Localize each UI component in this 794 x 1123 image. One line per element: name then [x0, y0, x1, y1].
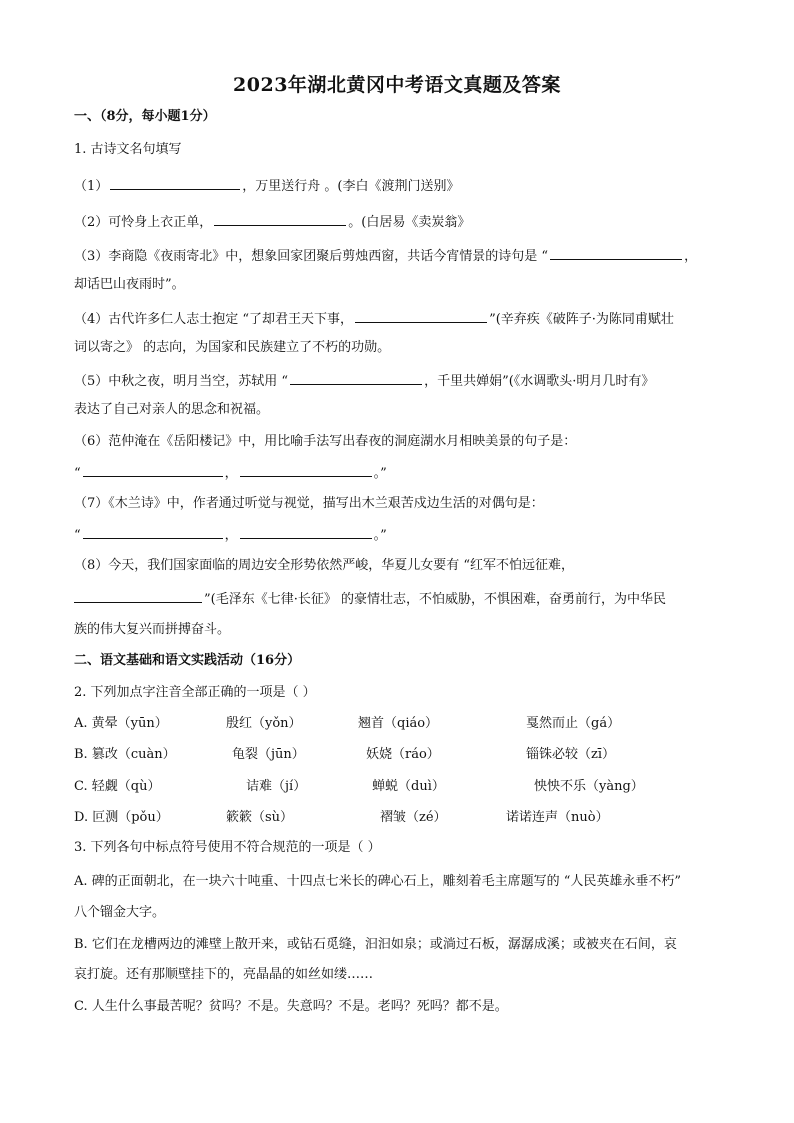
item-7-blanks [74, 525, 724, 545]
comma: ， [224, 528, 238, 543]
option-word: 锱铢必较（zī） [526, 747, 616, 762]
item-8-end: 族的伟大复兴而拼搏奋斗。 [74, 622, 231, 637]
item-4-suffix: ”(辛弃疾《破阵子·为陈同甫赋壮 [489, 312, 674, 327]
item-6-blanks [74, 463, 724, 483]
item-3-continued: 却话巴山夜雨时”。 [74, 277, 185, 292]
item-5-prefix: （5）中秋之夜，明月当空，苏轼用 “ [74, 374, 289, 389]
item-3 [74, 246, 724, 266]
item-1-prefix: （1） [74, 179, 109, 194]
option-word: 诺诺连声（nuò） [506, 810, 609, 825]
option-word: 戛然而止（gá） [526, 716, 621, 731]
item-2-prefix: （2）可怜身上衣正单， [74, 215, 213, 230]
answer-blank[interactable] [214, 212, 346, 226]
item-1-suffix: ，万里送行舟 。(李白《渡荆门送别》 [242, 179, 460, 194]
option-word: 蝉蜕（duì） [372, 779, 445, 794]
section1-heading: 一、（8分，每小题1分） [74, 109, 216, 124]
option-word: C. 轻觑（qù） [74, 779, 161, 794]
item-4 [74, 309, 724, 329]
answer-blank[interactable] [240, 525, 372, 539]
option-word: 褶皱（zé） [380, 810, 447, 825]
item-6: （6）范仲淹在《岳阳楼记》中，用比喻手法写出春夜的洞庭湖水月相映美景的句子是： [74, 434, 577, 449]
option-word: 簌簌（sù） [226, 810, 294, 825]
open-quote: “ [74, 528, 81, 543]
item-4-continued: 词以寄之》 的志向，为国家和民族建立了不朽的功勋。 [74, 340, 391, 355]
section2-heading: 二、语文基础和语文实践活动（16分） [74, 653, 301, 668]
item-3-suffix: ， [684, 249, 698, 264]
option-word: A. 黄晕（yūn） [74, 716, 168, 731]
option-word: 翘首（qiáo） [358, 716, 439, 731]
item-5-suffix: ，千里共婵娟”(《水调歌头·明月几时有》 [424, 374, 655, 389]
item-2-suffix: 。(白居易《卖炭翁》 [348, 215, 471, 230]
answer-blank[interactable] [290, 371, 422, 385]
option-word: 诘难（jí） [246, 779, 307, 794]
question-3: 3. 下列各句中标点符号使用不符合规范的一项是（ ） [74, 840, 381, 855]
question-2: 2. 下列加点字注音全部正确的一项是（ ） [74, 685, 316, 700]
item-2 [74, 212, 724, 232]
question-1: 1. 古诗文名句填写 [74, 142, 182, 157]
q3-option-b-continued: 哀打旋。还有那顺壁挂下的，亮晶晶的如丝如缕…… [74, 967, 374, 982]
item-3-prefix: （3）李商隐《夜雨寄北》中，想象回家团聚后剪烛西窗，共话今宵情景的诗句是 “ [74, 249, 549, 264]
option-word: B. 篡改（cuàn） [74, 747, 176, 762]
q3-option-a: A. 碑的正面朝北，在一块六十吨重、十四点七米长的碑心石上，雕刻着毛主席题写的 “人民英雄永垂不朽” [74, 874, 682, 889]
q3-option-c: C. 人生什么事最苦呢？贫吗？不是。失意吗？不是。老吗？死吗？都不是。 [74, 999, 508, 1014]
comma: ， [224, 466, 238, 481]
answer-blank[interactable] [74, 589, 202, 603]
answer-blank[interactable] [550, 246, 682, 260]
option-word: 妖娆（ráo） [366, 747, 440, 762]
item-8-continued [74, 589, 724, 609]
answer-blank[interactable] [240, 463, 372, 477]
item-7: （7）《木兰诗》中，作者通过听觉与视觉，描写出木兰艰苦戍边生活的对偶句是： [74, 496, 544, 511]
item-1 [74, 176, 724, 196]
answer-blank[interactable] [83, 463, 223, 477]
close-quote: 。” [373, 528, 387, 543]
item-4-prefix: （4）古代许多仁人志士抱定 “了却君王天下事， [74, 312, 354, 327]
close-quote: 。” [373, 466, 387, 481]
item-8-suffix: ”(毛泽东《七律·长征》 的豪情壮志，不怕威胁，不惧困难，奋勇前行，为中华民 [204, 592, 666, 607]
item-5 [74, 371, 724, 391]
answer-blank[interactable] [83, 525, 223, 539]
option-word: D. 叵测（pǒu） [74, 810, 169, 825]
answer-blank[interactable] [355, 309, 487, 323]
answer-blank[interactable] [110, 176, 240, 190]
document-title: 2023年湖北黄冈中考语文真题及答案 [233, 74, 561, 96]
option-word: 龟裂（jūn） [232, 747, 305, 762]
item-8: （8）今天，我们国家面临的周边安全形势依然严峻，华夏儿女要有 “红军不怕远征难， [74, 558, 575, 573]
open-quote: “ [74, 466, 81, 481]
q3-option-a-continued: 八个镏金大字。 [74, 905, 166, 920]
option-word: 殷红（yǒn） [226, 716, 302, 731]
item-5-continued: 表达了自己对亲人的思念和祝福。 [74, 402, 270, 417]
option-word: 怏怏不乐（yàng） [534, 779, 644, 794]
q3-option-b: B. 它们在龙槽两边的滩壁上散开来，或钻石觅缝，汩汩如泉；或淌过石板，潺潺成溪；或被夹在石间，哀 [74, 937, 677, 952]
